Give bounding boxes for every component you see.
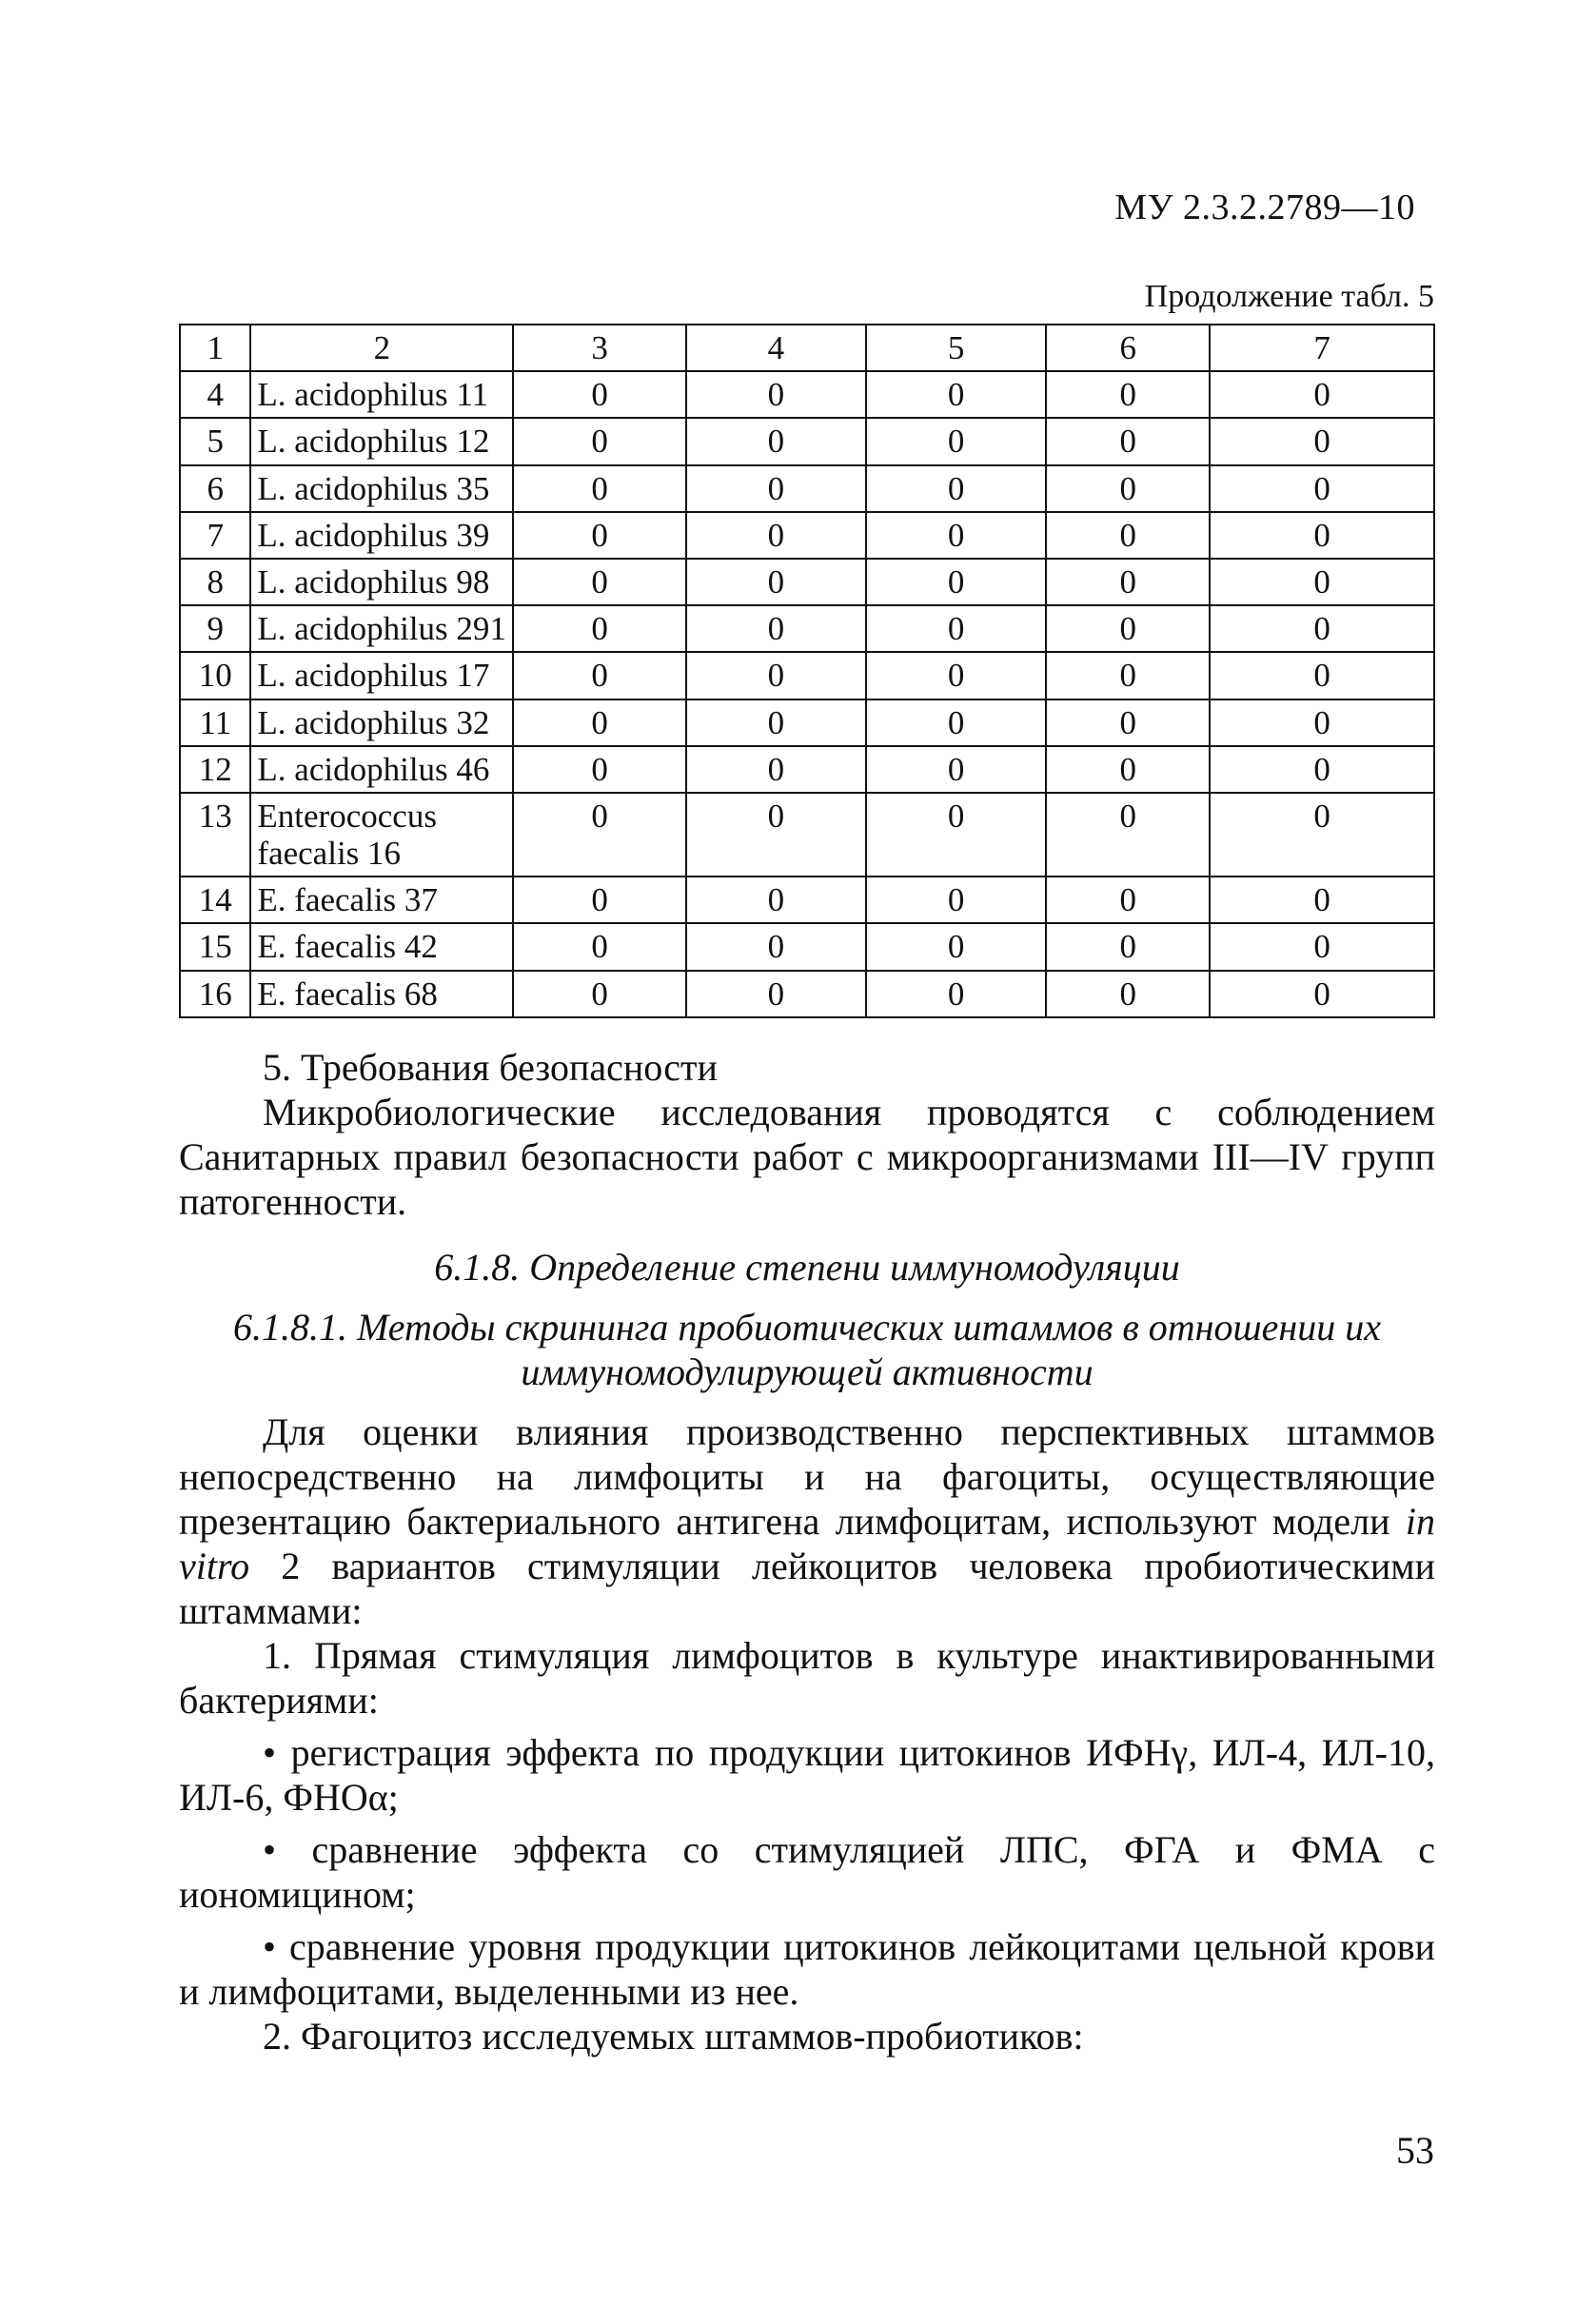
value-cell: 0	[866, 877, 1046, 923]
value-cell: 0	[686, 605, 866, 652]
value-cell: 0	[1210, 971, 1434, 1017]
list-item-2: 2. Фагоцитоз исследуемых штаммов-пробиотиков:	[263, 2015, 1084, 2058]
value-cell: 0	[866, 512, 1046, 559]
value-cell: 0	[513, 465, 685, 512]
value-cell: 0	[1210, 793, 1434, 877]
row-number-cell: 13	[180, 793, 250, 877]
strain-name-cell: E. faecalis 68	[250, 971, 513, 1017]
table-row	[180, 971, 1434, 1017]
value-cell: 0	[1210, 746, 1434, 793]
value-cell: 0	[686, 465, 866, 512]
strain-name-cell: L. acidophilus 39	[250, 512, 513, 559]
header-cell: 5	[866, 325, 1046, 371]
value-cell: 0	[1046, 605, 1210, 652]
value-cell: 0	[686, 877, 866, 923]
value-cell: 0	[513, 371, 685, 418]
value-cell: 0	[1046, 699, 1210, 746]
table-header-row	[180, 325, 1434, 371]
header-cell: 7	[1210, 325, 1434, 371]
row-number-cell: 16	[180, 971, 250, 1017]
value-cell: 0	[866, 699, 1046, 746]
value-cell: 0	[1046, 923, 1210, 970]
value-cell: 0	[1046, 877, 1210, 923]
value-cell: 0	[1046, 512, 1210, 559]
table-row	[180, 465, 1434, 512]
table-continuation-label: Продолжение табл. 5	[1144, 279, 1434, 314]
header-cell: 2	[250, 325, 513, 371]
strain-name-cell: L. acidophilus 35	[250, 465, 513, 512]
value-cell: 0	[1210, 605, 1434, 652]
value-cell: 0	[513, 559, 685, 605]
value-cell: 0	[686, 652, 866, 699]
row-number-cell: 4	[180, 371, 250, 418]
intro-text-start: Для оценки влияния производственно перспективных штаммов непосредственно на лимфоциты и на фагоциты, осуществляющие презентацию бактериального антигена лимфоцитам, используют модели	[179, 1410, 1435, 1543]
intro-text-end: 2 вариантов стимуляции лейкоцитов человека пробиотическими штаммами:	[179, 1545, 1435, 1632]
value-cell: 0	[1210, 923, 1434, 970]
row-number-cell: 8	[180, 559, 250, 605]
value-cell: 0	[866, 371, 1046, 418]
value-cell: 0	[513, 512, 685, 559]
value-cell: 0	[1046, 465, 1210, 512]
value-cell: 0	[1046, 559, 1210, 605]
value-cell: 0	[686, 793, 866, 877]
value-cell: 0	[686, 923, 866, 970]
row-number-cell: 10	[180, 652, 250, 699]
strain-name-cell: E. faecalis 37	[250, 877, 513, 923]
value-cell: 0	[866, 923, 1046, 970]
strain-name-cell: L. acidophilus 32	[250, 699, 513, 746]
data-table	[179, 324, 1435, 1018]
strain-name-cell: Enterococcus faecalis 16	[250, 793, 513, 877]
value-cell: 0	[1210, 371, 1434, 418]
section-5-text: Микробиологические исследования проводятся с соблюдением Санитарных правил безопасности работ с микроорганизмами III—IV групп патогенности.	[179, 1091, 1435, 1223]
strain-name-cell: L. acidophilus 46	[250, 746, 513, 793]
doc-code: МУ 2.3.2.2789—10	[1114, 187, 1415, 227]
value-cell: 0	[866, 465, 1046, 512]
value-cell: 0	[1210, 418, 1434, 464]
value-cell: 0	[1046, 793, 1210, 877]
value-cell: 0	[513, 699, 685, 746]
value-cell: 0	[1210, 465, 1434, 512]
row-number-cell: 5	[180, 418, 250, 464]
table-row	[180, 512, 1434, 559]
value-cell: 0	[686, 746, 866, 793]
strain-name-cell: L. acidophilus 98	[250, 559, 513, 605]
strain-name-cell: L. acidophilus 291	[250, 605, 513, 652]
row-number-cell: 12	[180, 746, 250, 793]
row-number-cell: 14	[180, 877, 250, 923]
value-cell: 0	[686, 371, 866, 418]
table-row	[180, 559, 1434, 605]
table-row	[180, 371, 1434, 418]
header-cell: 1	[180, 325, 250, 371]
value-cell: 0	[866, 605, 1046, 652]
table-row	[180, 877, 1434, 923]
value-cell: 0	[686, 418, 866, 464]
value-cell: 0	[1210, 559, 1434, 605]
row-number-cell: 9	[180, 605, 250, 652]
value-cell: 0	[513, 793, 685, 877]
value-cell: 0	[1046, 746, 1210, 793]
table-row	[180, 746, 1434, 793]
intro-paragraph	[179, 1409, 1435, 1633]
value-cell: 0	[513, 746, 685, 793]
table-row	[180, 923, 1434, 970]
row-number-cell: 15	[180, 923, 250, 970]
value-cell: 0	[1210, 699, 1434, 746]
value-cell: 0	[1046, 971, 1210, 1017]
value-cell: 0	[686, 971, 866, 1017]
list-item-1: 1. Прямая стимуляция лимфоцитов в культуре инактивированными бактериями:	[179, 1634, 1435, 1722]
header-cell: 3	[513, 325, 685, 371]
body-text	[179, 1045, 1435, 2059]
strain-name-cell: L. acidophilus 17	[250, 652, 513, 699]
strain-name-cell: L. acidophilus 12	[250, 418, 513, 464]
value-cell: 0	[866, 559, 1046, 605]
strain-name-cell: L. acidophilus 11	[250, 371, 513, 418]
value-cell: 0	[1210, 512, 1434, 559]
row-number-cell: 11	[180, 699, 250, 746]
header-cell: 6	[1046, 325, 1210, 371]
value-cell: 0	[866, 971, 1046, 1017]
table-body	[180, 325, 1434, 1017]
value-cell: 0	[513, 652, 685, 699]
table-row	[180, 699, 1434, 746]
value-cell: 0	[866, 652, 1046, 699]
value-cell: 0	[1210, 652, 1434, 699]
table-row	[180, 605, 1434, 652]
value-cell: 0	[513, 605, 685, 652]
value-cell: 0	[513, 923, 685, 970]
table-row	[180, 652, 1434, 699]
value-cell: 0	[1210, 877, 1434, 923]
section-6-1-8-1-heading: 6.1.8.1. Методы скрининга пробиотических штаммов в отношении их иммуномодулирующей активности	[232, 1306, 1382, 1393]
value-cell: 0	[1046, 652, 1210, 699]
value-cell: 0	[686, 512, 866, 559]
value-cell: 0	[513, 971, 685, 1017]
value-cell: 0	[866, 418, 1046, 464]
strain-name-cell: E. faecalis 42	[250, 923, 513, 970]
bullet-item: • сравнение уровня продукции цитокинов лейкоцитами цельной крови и лимфоцитами, выделенными из нее.	[179, 1925, 1435, 2013]
section-6-1-8-heading: 6.1.8. Определение степени иммуномодуляции	[434, 1246, 1180, 1289]
row-number-cell: 7	[180, 512, 250, 559]
row-number-cell: 6	[180, 465, 250, 512]
value-cell: 0	[513, 418, 685, 464]
intro-text-italic: in vitro	[179, 1500, 1435, 1587]
bullet-item: • сравнение эффекта со стимуляцией ЛПС, ФГА и ФМА с иономицином;	[179, 1828, 1435, 1916]
table-row	[180, 793, 1434, 877]
value-cell: 0	[686, 699, 866, 746]
value-cell: 0	[513, 877, 685, 923]
value-cell: 0	[686, 559, 866, 605]
section-5-title: 5. Требования безопасности	[263, 1046, 718, 1089]
bullet-item: • регистрация эффекта по продукции цитокинов ИФНγ, ИЛ-4, ИЛ-10, ИЛ-6, ФНОα;	[179, 1731, 1435, 1819]
table-row	[180, 418, 1434, 464]
value-cell: 0	[866, 746, 1046, 793]
value-cell: 0	[1046, 418, 1210, 464]
value-cell: 0	[1046, 371, 1210, 418]
header-cell: 4	[686, 325, 866, 371]
page-number: 53	[1396, 2129, 1434, 2172]
value-cell: 0	[866, 793, 1046, 877]
